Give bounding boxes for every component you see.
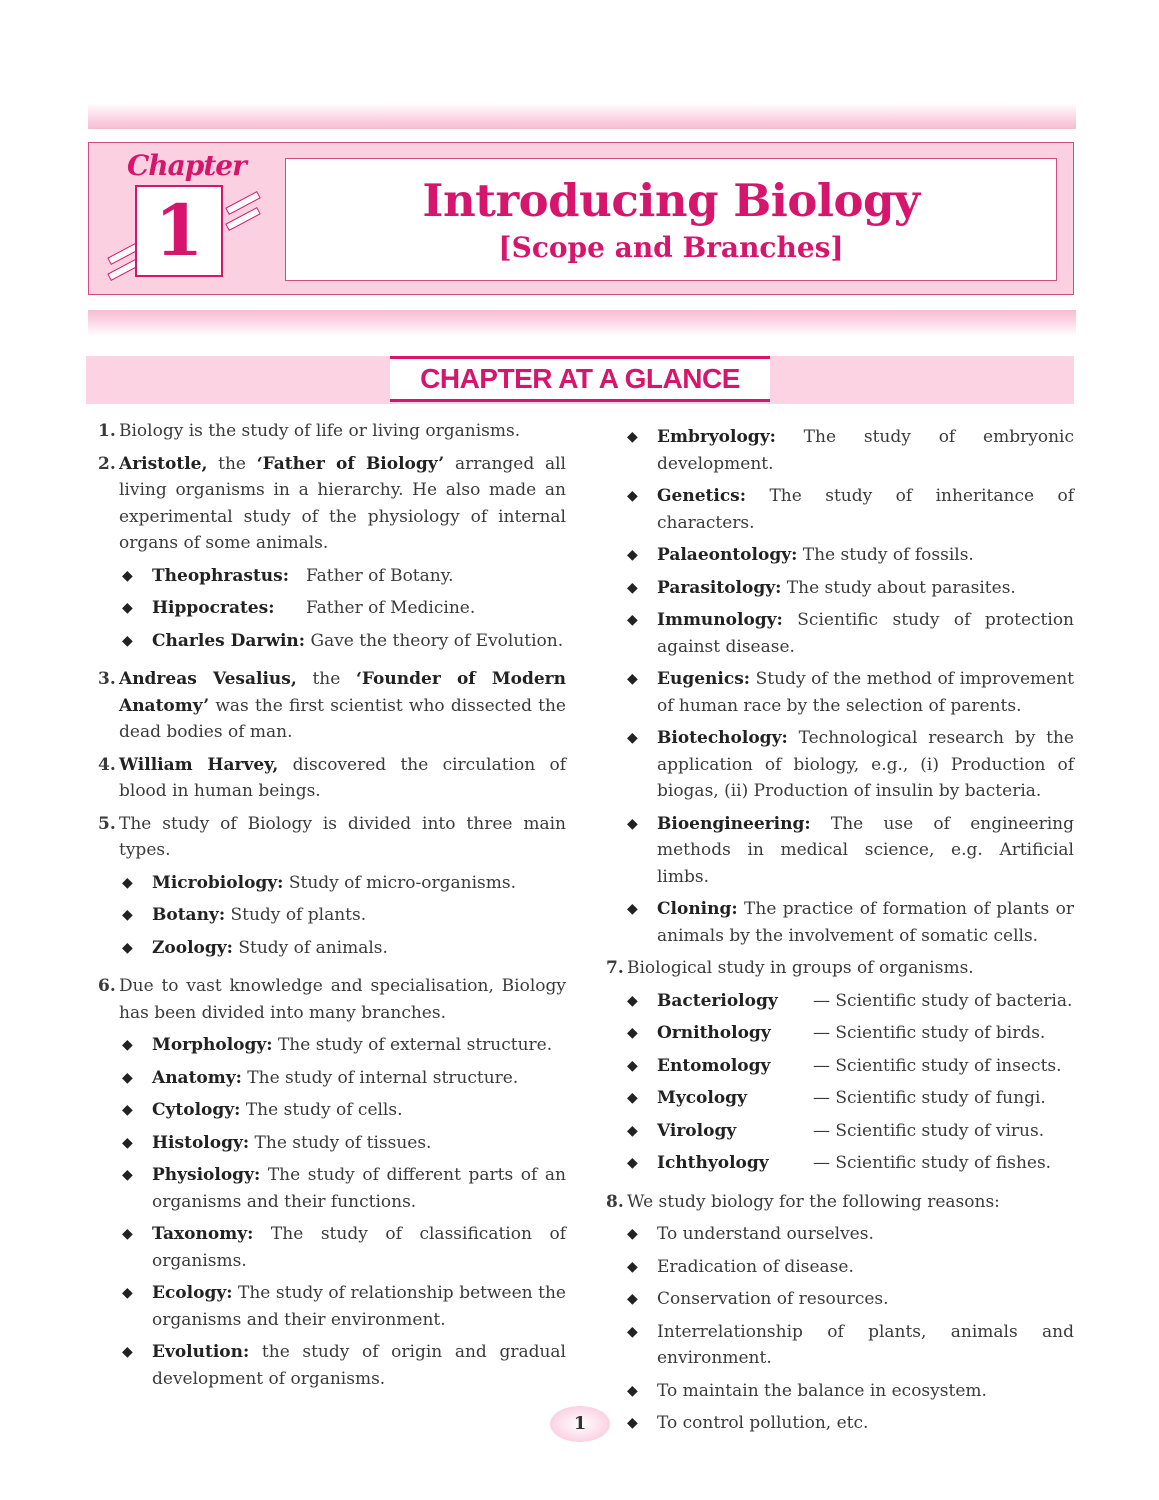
diamond-bullet-icon: ◆ (122, 1102, 133, 1118)
diamond-bullet-icon: ◆ (627, 1025, 638, 1041)
bullet-item: ◆ Immunology: Scientific study of protection against disease. (606, 607, 1074, 660)
bullet-item: ◆ Ecology: The study of relationship between the organisms and their environment. (98, 1280, 566, 1333)
diamond-bullet-icon: ◆ (627, 1415, 638, 1431)
item-number: 8. (606, 1191, 624, 1212)
bullet-item: ◆ To control pollution, etc. (606, 1410, 1074, 1437)
list-item (98, 811, 566, 968)
diamond-bullet-icon: ◆ (122, 567, 133, 584)
diamond-bullet-icon: ◆ (122, 1167, 133, 1183)
bullet-item: ◆ Botany: Study of plants. (98, 902, 566, 929)
diamond-bullet-icon: ◆ (122, 1226, 133, 1242)
bullet-item: ◆ To understand ourselves. (606, 1221, 1074, 1248)
list-item (98, 666, 566, 746)
diamond-bullet-icon: ◆ (122, 1285, 133, 1301)
bullet-item: ◆ To maintain the balance in ecosystem. (606, 1378, 1074, 1405)
bullet-item: ◆ Histology: The study of tissues. (98, 1130, 566, 1157)
item-number: 5. (98, 813, 116, 834)
diamond-bullet-icon: ◆ (627, 901, 638, 917)
diamond-bullet-icon: ◆ (122, 1069, 133, 1086)
right-column (606, 418, 1074, 1449)
item-number: 7. (606, 958, 624, 978)
diamond-bullet-icon: ◆ (627, 730, 638, 746)
bullet-item: ◆ Hippocrates: Father of Medicine. (98, 595, 566, 622)
item-number: 3. (98, 669, 116, 689)
diamond-bullet-icon: ◆ (627, 1258, 638, 1275)
bullet-item: ◆ Physiology: The study of different parts of an organisms and their functions. (98, 1162, 566, 1215)
diamond-bullet-icon: ◆ (627, 1382, 638, 1399)
bullet-item: ◆ Genetics: The study of inheritance of characters. (606, 483, 1074, 536)
bullet-item: ◆ Zoology: Study of animals. (98, 935, 566, 962)
diamond-bullet-icon: ◆ (122, 1134, 133, 1151)
bullet-item: ◆ Morphology: The study of external structure. (98, 1032, 566, 1059)
diamond-bullet-icon: ◆ (627, 1057, 638, 1074)
header-top-band (88, 103, 1076, 129)
bullet-item: ◆ Ichthyology — Scientific study of fishes. (606, 1150, 1074, 1177)
diamond-bullet-icon: ◆ (122, 939, 133, 956)
bullet-item: ◆ Bacteriology — Scientific study of bacteria. (606, 988, 1074, 1015)
diamond-bullet-icon: ◆ (122, 1037, 133, 1053)
item-text: William Harvey, discovered the circulation of blood in human beings. (119, 754, 566, 801)
section-title: CHAPTER AT A GLANCE (390, 356, 770, 402)
list-item (98, 752, 566, 805)
item-number: 2. (98, 453, 116, 474)
diamond-bullet-icon: ◆ (122, 632, 133, 649)
bullet-item: ◆ Charles Darwin: Gave the theory of Evolution. (98, 628, 566, 655)
bullet-item: ◆ Interrelationship of plants, animals and environment. (606, 1319, 1074, 1372)
diamond-bullet-icon: ◆ (627, 488, 638, 504)
diamond-bullet-icon: ◆ (122, 907, 133, 923)
diamond-bullet-icon: ◆ (627, 1323, 638, 1340)
item-text: Andreas Vesalius, the ‘Founder of Modern Anatomy’ was the first scientist who dissected the dead bodies of man. (119, 669, 566, 742)
bullet-item: ◆ Palaeontology: The study of fossils. (606, 542, 1074, 569)
bullet-item: ◆ Microbiology: Study of micro-organisms. (98, 870, 566, 897)
diamond-bullet-icon: ◆ (627, 579, 638, 596)
diamond-bullet-icon: ◆ (627, 992, 638, 1009)
item-text: Aristotle, the ‘Father of Biology’ arranged all living organisms in a hierarchy. He also made an experimental study of the physiology of internal organs of some animals. ◆ Theophrastus: Father of Botany. ◆ Hippocrates: Father of Medicine. ◆ Charles Darwin: Gave the theory of Evolution. (119, 451, 566, 661)
bullet-item: ◆ Mycology — Scientific study of fungi. (606, 1085, 1074, 1112)
bullet-item: ◆ Cytology: The study of cells. (98, 1097, 566, 1124)
bullet-item: ◆ Cloning: The practice of formation of plants or animals by the involvement of somatic cells. (606, 896, 1074, 949)
diamond-bullet-icon: ◆ (122, 1344, 133, 1360)
chapter-label: Chapter (127, 149, 246, 182)
bullet-item: ◆ Taxonomy: The study of classification of organisms. (98, 1221, 566, 1274)
diamond-bullet-icon: ◆ (627, 429, 638, 445)
diamond-bullet-icon: ◆ (627, 547, 638, 563)
bullet-item: ◆ Embryology: The study of embryonic development. (606, 424, 1074, 477)
item-number: 4. (98, 754, 116, 775)
diamond-bullet-icon: ◆ (627, 1155, 638, 1171)
list-item (606, 1189, 1074, 1443)
item-number: 6. (98, 976, 116, 996)
list-item (98, 973, 566, 1398)
bullet-item: ◆ Bioengineering: The use of engineering methods in medical science, e.g. Artificial limbs. (606, 811, 1074, 891)
header-bottom-band (88, 310, 1076, 336)
left-column (98, 418, 566, 1404)
list-item (98, 451, 566, 661)
page-number: 1 (550, 1406, 610, 1442)
diamond-bullet-icon: ◆ (627, 1090, 638, 1106)
item-text: The study of Biology is divided into three main types. ◆ Microbiology: Study of micro-organisms. ◆ Botany: Study of plants. ◆ Zoology: Study of animals. (119, 811, 566, 968)
diamond-bullet-icon: ◆ (122, 874, 133, 891)
bullet-item: ◆ Virology — Scientific study of virus. (606, 1118, 1074, 1145)
item-text: We study biology for the following reasons: ◆ To understand ourselves. ◆ Eradication of disease. ◆ Conservation of resources. ◆ Interrelationship of plants, animals and environment. ◆ To maintain the balance in ecosystem. ◆ To control pollution, etc. (627, 1189, 1074, 1443)
diamond-bullet-icon: ◆ (627, 1122, 638, 1139)
chapter-title: Introducing Biology (422, 174, 920, 227)
title-panel (285, 158, 1057, 281)
chapter-number: 1 (135, 185, 223, 277)
bullet-item: ◆ Eugenics: Study of the method of improvement of human race by the selection of parents. (606, 666, 1074, 719)
bullet-item: ◆ Entomology — Scientific study of insects. (606, 1053, 1074, 1080)
bullet-item: ◆ Evolution: the study of origin and gradual development of organisms. (98, 1339, 566, 1392)
bullet-item: ◆ Parasitology: The study about parasites. (606, 575, 1074, 602)
diamond-bullet-icon: ◆ (122, 600, 133, 616)
bullet-item: ◆ Biotechology: Technological research by the application of biology, e.g., (i) Production of biogas, (ii) Production of insulin by bacteria. (606, 725, 1074, 805)
diamond-bullet-icon: ◆ (627, 1291, 638, 1307)
item-text: Due to vast knowledge and specialisation, Biology has been divided into many branches. ◆ Morphology: The study of external structure. ◆ Anatomy: The study of internal structure. ◆ Cytology: The study of cells. ◆ Histology: The study of tissues. ◆ Physiology: The study of different parts of an organisms and their functions. ◆ Taxonomy: The study of classification of organisms. ◆ Ecology: The study of relationship between the organisms and their environment. ◆ Evolution: the study of origin and gradual development of organisms. (119, 973, 566, 1398)
bullet-item: ◆ Ornithology — Scientific study of birds. (606, 1020, 1074, 1047)
chapter-header (88, 142, 1074, 295)
bullet-item: ◆ Anatomy: The study of internal structure. (98, 1065, 566, 1092)
list-item (606, 955, 1074, 1183)
bullet-item: ◆ Theophrastus: Father of Botany. (98, 563, 566, 590)
item-text: Biological study in groups of organisms. ◆ Bacteriology — Scientific study of bacteria. ◆ Ornithology — Scientific study of birds. ◆ Entomology — Scientific study of insects. ◆ Mycology — Scientific study of fungi. ◆ Virology — Scientific study of virus. ◆ Ichthyology — Scientific study of fishes. (627, 955, 1074, 1183)
item-number: 1. (98, 421, 116, 441)
diamond-bullet-icon: ◆ (627, 612, 638, 628)
bullet-item: ◆ Eradication of disease. (606, 1254, 1074, 1281)
diamond-bullet-icon: ◆ (627, 1226, 638, 1242)
bullet-item: ◆ Conservation of resources. (606, 1286, 1074, 1313)
diamond-bullet-icon: ◆ (627, 815, 638, 832)
list-item (98, 418, 566, 445)
item-text: Biology is the study of life or living organisms. (119, 421, 521, 441)
chapter-subtitle: [Scope and Branches] (498, 231, 844, 264)
diamond-bullet-icon: ◆ (627, 671, 638, 687)
